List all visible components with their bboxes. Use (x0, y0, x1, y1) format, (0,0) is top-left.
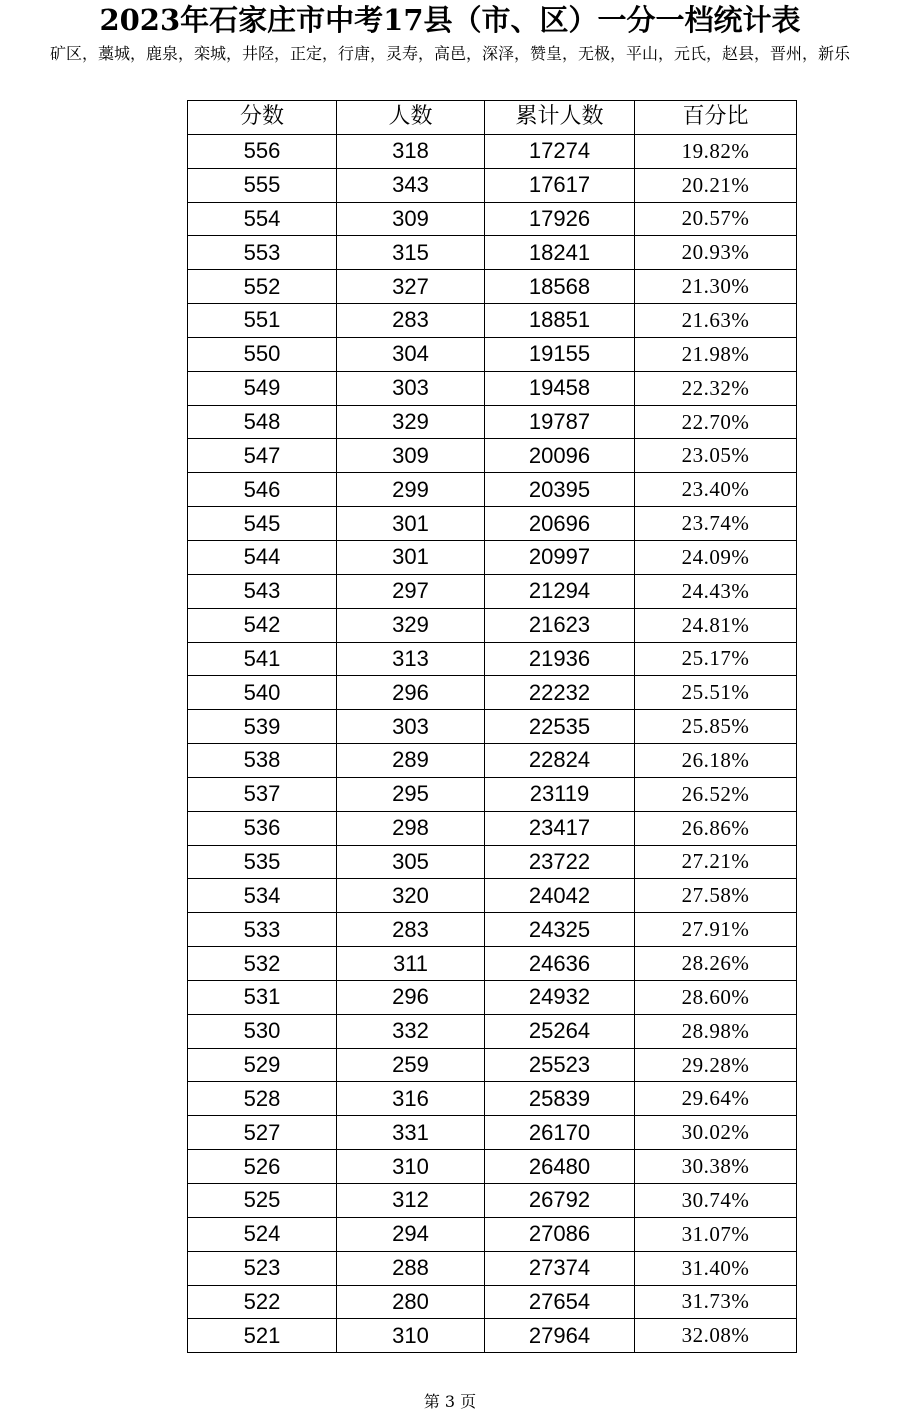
cell-cumulative: 27964 (485, 1319, 635, 1353)
cell-percentage: 30.38% (635, 1150, 797, 1184)
table-row (188, 1319, 797, 1353)
cell-percentage: 24.43% (635, 574, 797, 608)
cell-cumulative: 24636 (485, 947, 635, 981)
cell-score: 532 (188, 947, 337, 981)
cell-percentage: 25.17% (635, 642, 797, 676)
cell-percentage: 28.26% (635, 947, 797, 981)
cell-cumulative: 20997 (485, 540, 635, 574)
cell-count: 343 (337, 168, 485, 202)
cell-count: 332 (337, 1014, 485, 1048)
cell-count: 329 (337, 405, 485, 439)
cell-score: 523 (188, 1251, 337, 1285)
cell-percentage: 27.58% (635, 879, 797, 913)
cell-cumulative: 26480 (485, 1150, 635, 1184)
cell-score: 534 (188, 879, 337, 913)
table-row (188, 879, 797, 913)
cell-count: 303 (337, 371, 485, 405)
table-row (188, 270, 797, 304)
cell-percentage: 21.98% (635, 337, 797, 371)
cell-cumulative: 19458 (485, 371, 635, 405)
cell-count: 296 (337, 980, 485, 1014)
table-row (188, 1184, 797, 1218)
cell-percentage: 23.74% (635, 507, 797, 541)
cell-score: 543 (188, 574, 337, 608)
header-count: 人数 (337, 101, 485, 135)
cell-count: 296 (337, 676, 485, 710)
cell-score: 524 (188, 1217, 337, 1251)
cell-cumulative: 22824 (485, 744, 635, 778)
cell-count: 259 (337, 1048, 485, 1082)
cell-percentage: 32.08% (635, 1319, 797, 1353)
cell-count: 280 (337, 1285, 485, 1319)
cell-percentage: 27.91% (635, 913, 797, 947)
cell-score: 525 (188, 1184, 337, 1218)
cell-score: 526 (188, 1150, 337, 1184)
document-title: 2023年石家庄市中考17县（市、区）一分一档统计表 (99, 3, 801, 37)
cell-score: 527 (188, 1116, 337, 1150)
cell-score: 547 (188, 439, 337, 473)
table-row (188, 304, 797, 338)
table-row (188, 236, 797, 270)
cell-count: 310 (337, 1150, 485, 1184)
cell-score: 536 (188, 811, 337, 845)
cell-count: 299 (337, 473, 485, 507)
cell-cumulative: 25839 (485, 1082, 635, 1116)
cell-score: 551 (188, 304, 337, 338)
cell-cumulative: 18568 (485, 270, 635, 304)
cell-score: 542 (188, 608, 337, 642)
table-body (188, 134, 797, 1352)
cell-count: 283 (337, 913, 485, 947)
table-row (188, 405, 797, 439)
cell-percentage: 29.64% (635, 1082, 797, 1116)
cell-cumulative: 19155 (485, 337, 635, 371)
cell-score: 550 (188, 337, 337, 371)
cell-count: 316 (337, 1082, 485, 1116)
cell-percentage: 31.40% (635, 1251, 797, 1285)
cell-cumulative: 26170 (485, 1116, 635, 1150)
table-row (188, 1217, 797, 1251)
table-row (188, 980, 797, 1014)
cell-percentage: 23.05% (635, 439, 797, 473)
cell-percentage: 30.02% (635, 1116, 797, 1150)
table-row (188, 1014, 797, 1048)
cell-count: 327 (337, 270, 485, 304)
cell-cumulative: 27374 (485, 1251, 635, 1285)
table-row (188, 1150, 797, 1184)
cell-cumulative: 27654 (485, 1285, 635, 1319)
cell-count: 303 (337, 710, 485, 744)
cell-count: 312 (337, 1184, 485, 1218)
cell-cumulative: 20096 (485, 439, 635, 473)
cell-count: 315 (337, 236, 485, 270)
cell-percentage: 26.52% (635, 777, 797, 811)
cell-cumulative: 22232 (485, 676, 635, 710)
cell-percentage: 25.51% (635, 676, 797, 710)
cell-cumulative: 26792 (485, 1184, 635, 1218)
cell-cumulative: 18241 (485, 236, 635, 270)
table-row (188, 1082, 797, 1116)
cell-percentage: 24.09% (635, 540, 797, 574)
cell-cumulative: 24042 (485, 879, 635, 913)
cell-percentage: 19.82% (635, 134, 797, 168)
cell-percentage: 22.70% (635, 405, 797, 439)
cell-score: 522 (188, 1285, 337, 1319)
cell-count: 320 (337, 879, 485, 913)
cell-score: 528 (188, 1082, 337, 1116)
cell-percentage: 26.86% (635, 811, 797, 845)
cell-cumulative: 24325 (485, 913, 635, 947)
cell-percentage: 31.73% (635, 1285, 797, 1319)
cell-cumulative: 20696 (485, 507, 635, 541)
cell-cumulative: 21936 (485, 642, 635, 676)
table-row (188, 642, 797, 676)
cell-cumulative: 17617 (485, 168, 635, 202)
cell-count: 295 (337, 777, 485, 811)
table-row (188, 202, 797, 236)
cell-percentage: 28.60% (635, 980, 797, 1014)
table-row (188, 1285, 797, 1319)
header-cumulative: 累计人数 (485, 101, 635, 135)
header-score: 分数 (188, 101, 337, 135)
cell-score: 531 (188, 980, 337, 1014)
table-row (188, 1116, 797, 1150)
cell-percentage: 29.28% (635, 1048, 797, 1082)
cell-score: 541 (188, 642, 337, 676)
cell-cumulative: 23119 (485, 777, 635, 811)
page-number: 第 3 页 (423, 1392, 477, 1411)
cell-score: 549 (188, 371, 337, 405)
cell-score: 554 (188, 202, 337, 236)
cell-percentage: 26.18% (635, 744, 797, 778)
cell-score: 538 (188, 744, 337, 778)
table-row (188, 439, 797, 473)
header-percentage: 百分比 (635, 101, 797, 135)
cell-score: 537 (188, 777, 337, 811)
cell-cumulative: 22535 (485, 710, 635, 744)
cell-count: 301 (337, 507, 485, 541)
cell-count: 309 (337, 202, 485, 236)
cell-cumulative: 18851 (485, 304, 635, 338)
table-row (188, 337, 797, 371)
table-row (188, 608, 797, 642)
cell-count: 289 (337, 744, 485, 778)
cell-percentage: 31.07% (635, 1217, 797, 1251)
table-row (188, 507, 797, 541)
cell-score: 533 (188, 913, 337, 947)
table-row (188, 134, 797, 168)
cell-cumulative: 25523 (485, 1048, 635, 1082)
cell-percentage: 20.57% (635, 202, 797, 236)
cell-score: 544 (188, 540, 337, 574)
table-row (188, 574, 797, 608)
cell-cumulative: 19787 (485, 405, 635, 439)
cell-score: 556 (188, 134, 337, 168)
table-header-row (188, 101, 797, 135)
table-row (188, 371, 797, 405)
cell-score: 548 (188, 405, 337, 439)
cell-count: 298 (337, 811, 485, 845)
cell-cumulative: 27086 (485, 1217, 635, 1251)
table-row (188, 947, 797, 981)
table-row (188, 676, 797, 710)
cell-score: 552 (188, 270, 337, 304)
cell-percentage: 20.21% (635, 168, 797, 202)
cell-cumulative: 17926 (485, 202, 635, 236)
cell-percentage: 24.81% (635, 608, 797, 642)
cell-count: 304 (337, 337, 485, 371)
table-row (188, 744, 797, 778)
cell-count: 318 (337, 134, 485, 168)
table-row (188, 168, 797, 202)
cell-count: 313 (337, 642, 485, 676)
cell-cumulative: 23417 (485, 811, 635, 845)
cell-cumulative: 21294 (485, 574, 635, 608)
cell-score: 545 (188, 507, 337, 541)
cell-count: 329 (337, 608, 485, 642)
cell-count: 288 (337, 1251, 485, 1285)
cell-cumulative: 17274 (485, 134, 635, 168)
table-row (188, 845, 797, 879)
cell-count: 294 (337, 1217, 485, 1251)
cell-percentage: 27.21% (635, 845, 797, 879)
table-row (188, 777, 797, 811)
cell-score: 540 (188, 676, 337, 710)
table-row (188, 473, 797, 507)
cell-percentage: 21.30% (635, 270, 797, 304)
cell-percentage: 21.63% (635, 304, 797, 338)
cell-count: 309 (337, 439, 485, 473)
cell-count: 311 (337, 947, 485, 981)
table-row (188, 1251, 797, 1285)
cell-count: 301 (337, 540, 485, 574)
cell-count: 331 (337, 1116, 485, 1150)
cell-count: 283 (337, 304, 485, 338)
cell-score: 546 (188, 473, 337, 507)
cell-score: 539 (188, 710, 337, 744)
cell-percentage: 25.85% (635, 710, 797, 744)
cell-cumulative: 21623 (485, 608, 635, 642)
table-row (188, 1048, 797, 1082)
cell-cumulative: 24932 (485, 980, 635, 1014)
cell-percentage: 22.32% (635, 371, 797, 405)
cell-percentage: 23.40% (635, 473, 797, 507)
table-row (188, 710, 797, 744)
cell-cumulative: 25264 (485, 1014, 635, 1048)
cell-score: 555 (188, 168, 337, 202)
districts-subtitle: 矿区，藁城，鹿泉，栾城，井陉，正定，行唐，灵寿，高邑，深泽，赞皇，无极，平山，元氏，赵县，晋州，新乐 (49, 44, 850, 63)
cell-count: 297 (337, 574, 485, 608)
cell-count: 310 (337, 1319, 485, 1353)
cell-count: 305 (337, 845, 485, 879)
cell-percentage: 28.98% (635, 1014, 797, 1048)
table-row (188, 811, 797, 845)
cell-score: 530 (188, 1014, 337, 1048)
cell-percentage: 30.74% (635, 1184, 797, 1218)
cell-score: 521 (188, 1319, 337, 1353)
cell-cumulative: 23722 (485, 845, 635, 879)
cell-score: 553 (188, 236, 337, 270)
score-distribution-table (187, 100, 797, 1353)
cell-percentage: 20.93% (635, 236, 797, 270)
cell-score: 529 (188, 1048, 337, 1082)
table-row (188, 913, 797, 947)
cell-score: 535 (188, 845, 337, 879)
table-row (188, 540, 797, 574)
cell-cumulative: 20395 (485, 473, 635, 507)
